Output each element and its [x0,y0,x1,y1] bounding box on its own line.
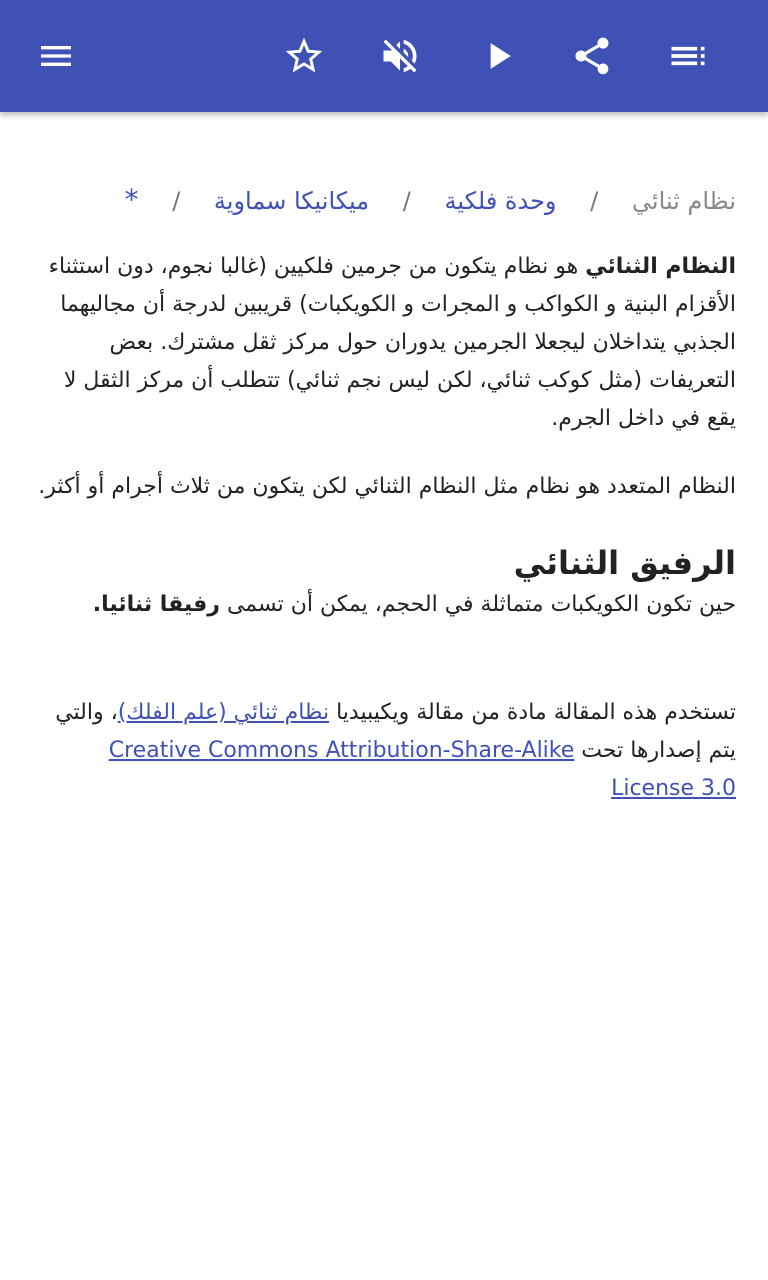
table-of-contents-button[interactable] [660,28,716,84]
source-article-link[interactable]: نظام ثنائي (علم الفلك) [117,700,330,725]
mute-button[interactable] [372,28,428,84]
breadcrumb-item-celestial-mechanics[interactable]: ميكانيكا سماوية [213,187,370,215]
breadcrumb [32,170,736,230]
intro-text: هو نظام يتكون من جرمين فلكيين (غالبا نجوم، دون استثناء الأقزام البنية و الكواكب و المجرات و الكويكبات) قريبين لدرجة أن مجاليهما الجذبي يتداخلان ليجعلا الجرمين يدوران حول مركز ثقل مشترك. بعض التعريفات (مثل كوكب ثنائي، لكن ليس نجم ثنائي) تتطلب أن مركز الثقل لا يقع في داخل الجرم. [48,254,736,431]
binary-companion-paragraph [32,586,736,624]
license-text-before: تستخدم هذه المقالة مادة من مقالة ويكيبيديا [329,700,736,725]
companion-bold-term: رفيقا ثنائيا [101,592,220,617]
breadcrumb-separator: / [590,187,599,215]
breadcrumb-separator: / [402,187,411,215]
list-icon [666,34,710,78]
license-link[interactable]: Creative Commons Attribution-Share-Alike License 3.0 [108,738,736,801]
license-text-middle: ، والتي يتم إصدارها تحت [55,700,736,763]
breadcrumb-item-current: نظام ثنائي [631,187,736,215]
star-outline-icon [282,34,326,78]
breadcrumb-separator: / [172,187,181,215]
play-button[interactable] [470,28,526,84]
section-heading: الرفيق الثنائي [513,544,736,582]
companion-text: حين تكون الكويكبات متماثلة في الحجم، يمكن أن تسمى [219,592,736,617]
play-icon [476,34,520,78]
article-content [32,170,736,808]
companion-end: . [92,592,102,617]
volume-off-icon [378,34,422,78]
breadcrumb-item-root[interactable]: * [124,183,139,216]
share-button[interactable] [564,28,620,84]
intro-bold-term: النظام الثنائي [585,254,736,279]
license-notice [32,694,736,808]
favorite-button[interactable] [276,28,332,84]
intro-paragraph [32,248,736,438]
app-toolbar [0,0,768,112]
hamburger-menu-icon [36,36,76,76]
multiple-system-paragraph: النظام المتعدد هو نظام مثل النظام الثنائي لكن يتكون من ثلاث أجرام أو أكثر. [38,474,736,499]
breadcrumb-item-astronomical-unit[interactable]: وحدة فلكية [444,187,557,215]
menu-button[interactable] [28,28,84,84]
share-icon [570,34,614,78]
